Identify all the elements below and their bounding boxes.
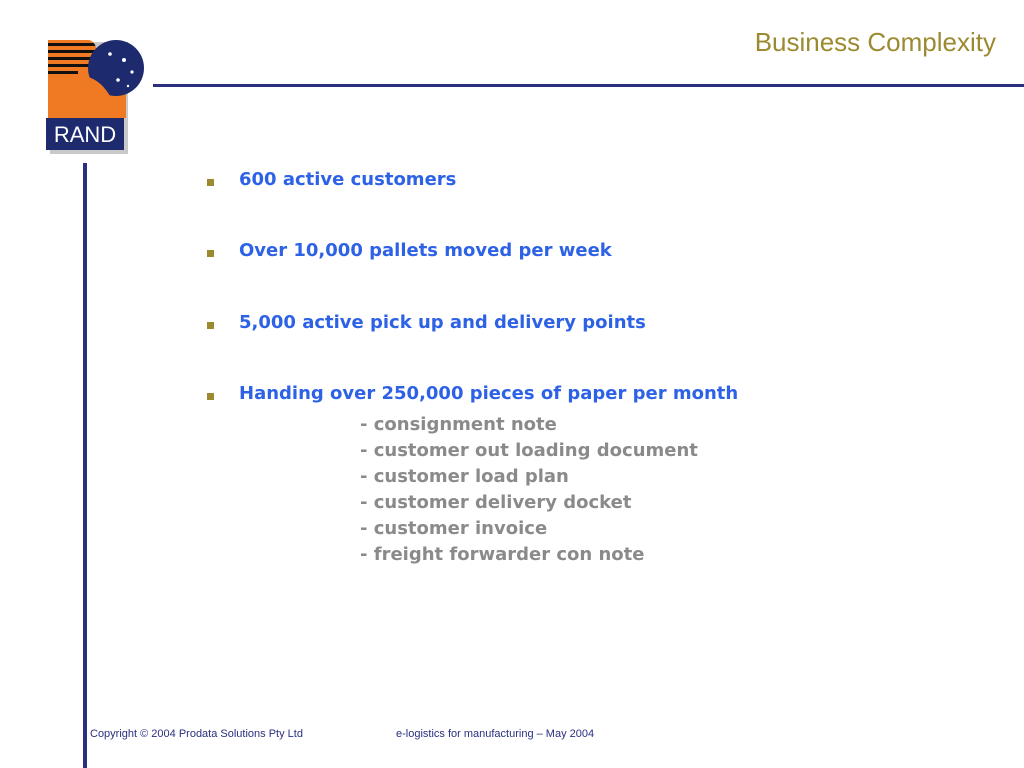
bullet-square-icon — [207, 250, 214, 257]
footer-copyright: Copyright © 2004 Prodata Solutions Pty Ltd — [90, 728, 303, 740]
paper-types-list — [360, 412, 698, 568]
rand-logo — [44, 36, 148, 154]
paper-type-item: - freight forwarder con note — [360, 544, 645, 565]
bullet-text: Handing over 250,000 pieces of paper per month — [239, 383, 739, 404]
slide-title: Business Complexity — [754, 27, 996, 57]
header-rule — [153, 84, 1024, 87]
bullet-text: Over 10,000 pallets moved per week — [239, 240, 612, 261]
bullet-square-icon — [207, 393, 214, 400]
paper-type-item: - customer load plan — [360, 466, 569, 487]
bullet-text: 600 active customers — [239, 169, 457, 190]
side-rule — [83, 163, 87, 768]
footer-subtitle: e-logistics for manufacturing – May 2004 — [396, 728, 595, 740]
paper-type-item: - consignment note — [360, 414, 557, 435]
paper-type-item: - customer delivery docket — [360, 492, 632, 513]
bullet-square-icon — [207, 322, 214, 329]
paper-type-item: - customer out loading document — [360, 440, 698, 461]
logo-text: RAND — [53, 122, 117, 147]
paper-type-item: - customer invoice — [360, 518, 548, 539]
bullet-square-icon — [207, 179, 214, 186]
bullet-text: 5,000 active pick up and delivery points — [239, 312, 646, 333]
